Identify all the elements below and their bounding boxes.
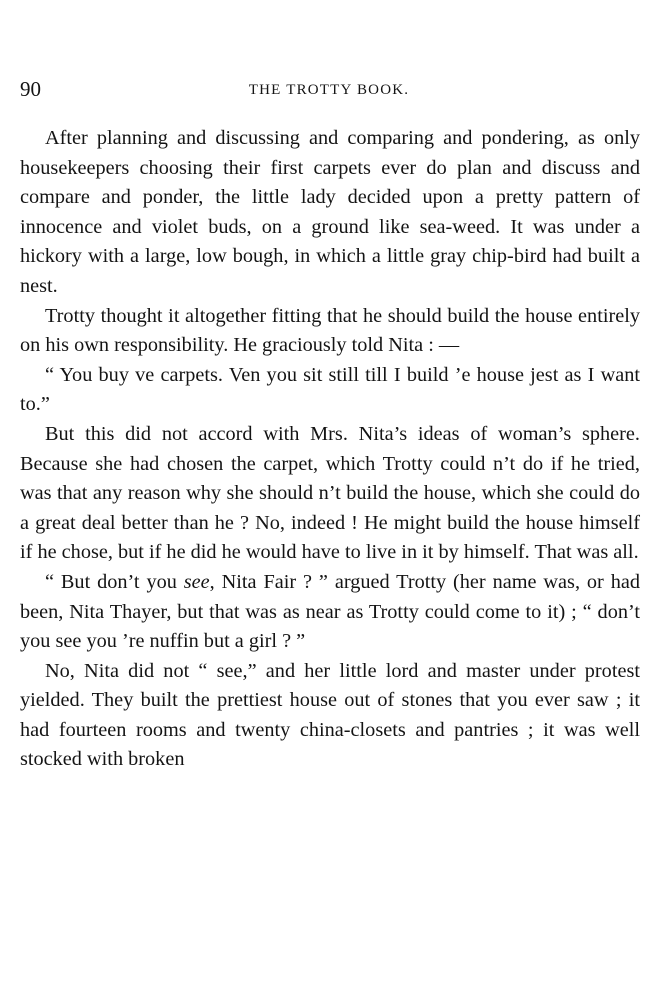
text-run: “ You buy ve carpets. Ven you sit still till I build ’e house jest as I want to.” [20,363,640,416]
paragraph [20,361,640,420]
running-title: THE TROTTY BOOK. [248,82,410,98]
italic-text: see [183,570,210,593]
paragraph [20,420,640,568]
text-run: No, Nita did not “ see,” and her little lord and master under protest yielded. They built the prettiest house out of stones that you ever saw ; it had fourteen rooms and twenty china-closets and pantries ; it was well stocked with broken [20,659,640,771]
text-run: But this did not accord with Mrs. Nita’s ideas of woman’s sphere. Because she had chosen the carpet, which Trotty could n’t do if he tried, was that any reason why she should n’t build the house, which she could do a great deal better than he ? No, indeed ! He might build the house himself if he chose, but if he did he would have to live in it by himself. That was all. [20,422,640,564]
body-text [20,124,640,775]
running-head [20,76,638,102]
text-run: , Nita Fair ? ” argued Trotty (her name was, or had been, Nita Thayer, but that was as near as Trotty could come to it) ; “ don’t you see you ’re nuffin but a girl ? ” [20,570,640,653]
paragraph [20,657,640,775]
text-run: After planning and discussing and comparing and pondering, as only housekeepers choosing their first carpets ever do plan and discuss and compare and ponder, the little lady decided upon a pretty pattern of innocence and violet buds, on a ground like sea-weed. It was under a hickory with a large, low bough, in which a little gray chip-bird had built a nest. [20,127,640,297]
page-number: 90 [20,77,41,101]
paragraph [20,568,640,657]
text-run: “ But don’t you [45,570,184,593]
text-run: Trotty thought it altogether fitting that he should build the house entirely on his own responsibility. He graciously told Nita : — [20,304,640,357]
paragraph [20,124,640,302]
paragraph [20,302,640,361]
